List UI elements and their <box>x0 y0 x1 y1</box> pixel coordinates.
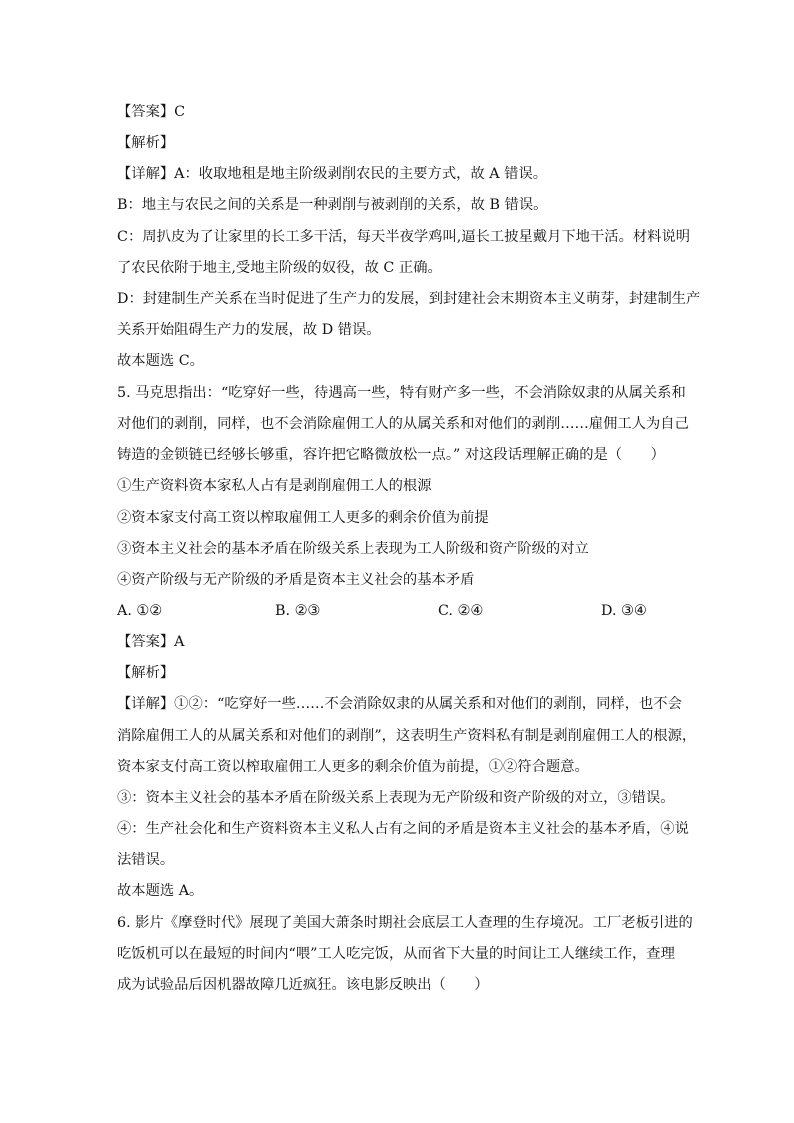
q5-statement: ①生产资料资本家私人占有是剥削雇佣工人的根源 <box>117 478 432 494</box>
q5-detail-line: ③：资本主义社会的基本矛盾在阶级关系上表现为无产阶级和资产阶级的对立，③错误。 <box>117 790 675 806</box>
q5-stem-line: 对他们的剥削，同样，也不会消除雇佣工人的从属关系和对他们的剥削……雇佣工人为自己 <box>117 416 689 432</box>
q4-detail-line: B：地主与农民之间的关系是一种剥削与被剥削的关系，故 B 错误。 <box>117 197 548 213</box>
q5-statement: ③资本主义社会的基本矛盾在阶级关系上表现为工人阶级和资产阶级的对立 <box>117 541 589 557</box>
q6-stem-line: 成为试验品后因机器故障几近疯狂。该电影反映出（ ） <box>117 977 489 993</box>
q5-option-b: B. ②③ <box>275 603 321 619</box>
q5-option-d: D. ③④ <box>601 603 647 619</box>
q5-statement: ④资产阶级与无产阶级的矛盾是资本主义社会的基本矛盾 <box>117 572 475 588</box>
q4-detail-line: D：封建制生产关系在当时促进了生产力的发展，到封建社会末期资本主义萌芽，封建制生产 <box>117 291 701 307</box>
q4-detail-line: 关系开始阻碍生产力的发展，故 D 错误。 <box>117 322 381 338</box>
q4-analysis-heading: 【解析】 <box>117 135 175 151</box>
q5-answer: 【答案】A <box>117 634 185 650</box>
q5-detail-line: ④：生产社会化和生产资料资本主义私人占有之间的矛盾是资本主义社会的基本矛盾，④说 <box>117 821 689 837</box>
q6-stem-line: 吃饭机可以在最短的时间内“喂”工人吃完饭，从而省下大量的时间让工人继续工作，查理 <box>117 946 675 962</box>
q6-stem-line: 6. 影片《摩登时代》展现了美国大萧条时期社会底层工人查理的生存境况。工厂老板引进的 <box>117 915 693 931</box>
q5-statement: ②资本家支付高工资以榨取雇佣工人更多的剩余价值为前提 <box>117 510 489 526</box>
q4-detail-line: 了农民依附于地主,受地主阶级的奴役，故 C 正确。 <box>117 260 442 276</box>
q5-analysis-heading: 【解析】 <box>117 665 175 681</box>
q4-detail-line: 故本题选 C。 <box>117 353 204 369</box>
q4-detail-line: 【详解】A：收取地租是地主阶级剥削农民的主要方式，故 A 错误。 <box>117 166 548 182</box>
q5-stem-line: 5. 马克思指出：“吃穿好一些，待遇高一些，特有财产多一些，不会消除奴隶的从属关系和 <box>117 385 686 401</box>
q5-stem-line: 铸造的金锁链已经够长够重，容许把它略微放松一点。” 对这段话理解正确的是（ ） <box>117 447 665 463</box>
q4-detail-line: C：周扒皮为了让家里的长工多干活，每天半夜学鸡叫,逼长工披星戴月下地干活。材料说明 <box>117 229 691 245</box>
q5-detail-line: 故本题选 A。 <box>117 883 204 899</box>
q5-detail-line: 法错误。 <box>117 852 175 868</box>
q5-detail-line: 消除雇佣工人的从属关系和对他们的剥削”，这表明生产资料私有制是剥削雇佣工人的根源， <box>117 728 697 744</box>
q5-detail-line: 资本家支付高工资以榨取雇佣工人更多的剩余价值为前提，①②符合题意。 <box>117 759 589 775</box>
q4-answer: 【答案】C <box>117 104 186 120</box>
q5-detail-line: 【详解】①②：“吃穿好一些……不会消除奴隶的从属关系和对他们的剥削，同样，也不会 <box>117 696 682 712</box>
q5-option-a: A. ①② <box>117 603 163 619</box>
q5-options <box>117 601 677 621</box>
q5-option-c: C. ②④ <box>438 603 484 619</box>
